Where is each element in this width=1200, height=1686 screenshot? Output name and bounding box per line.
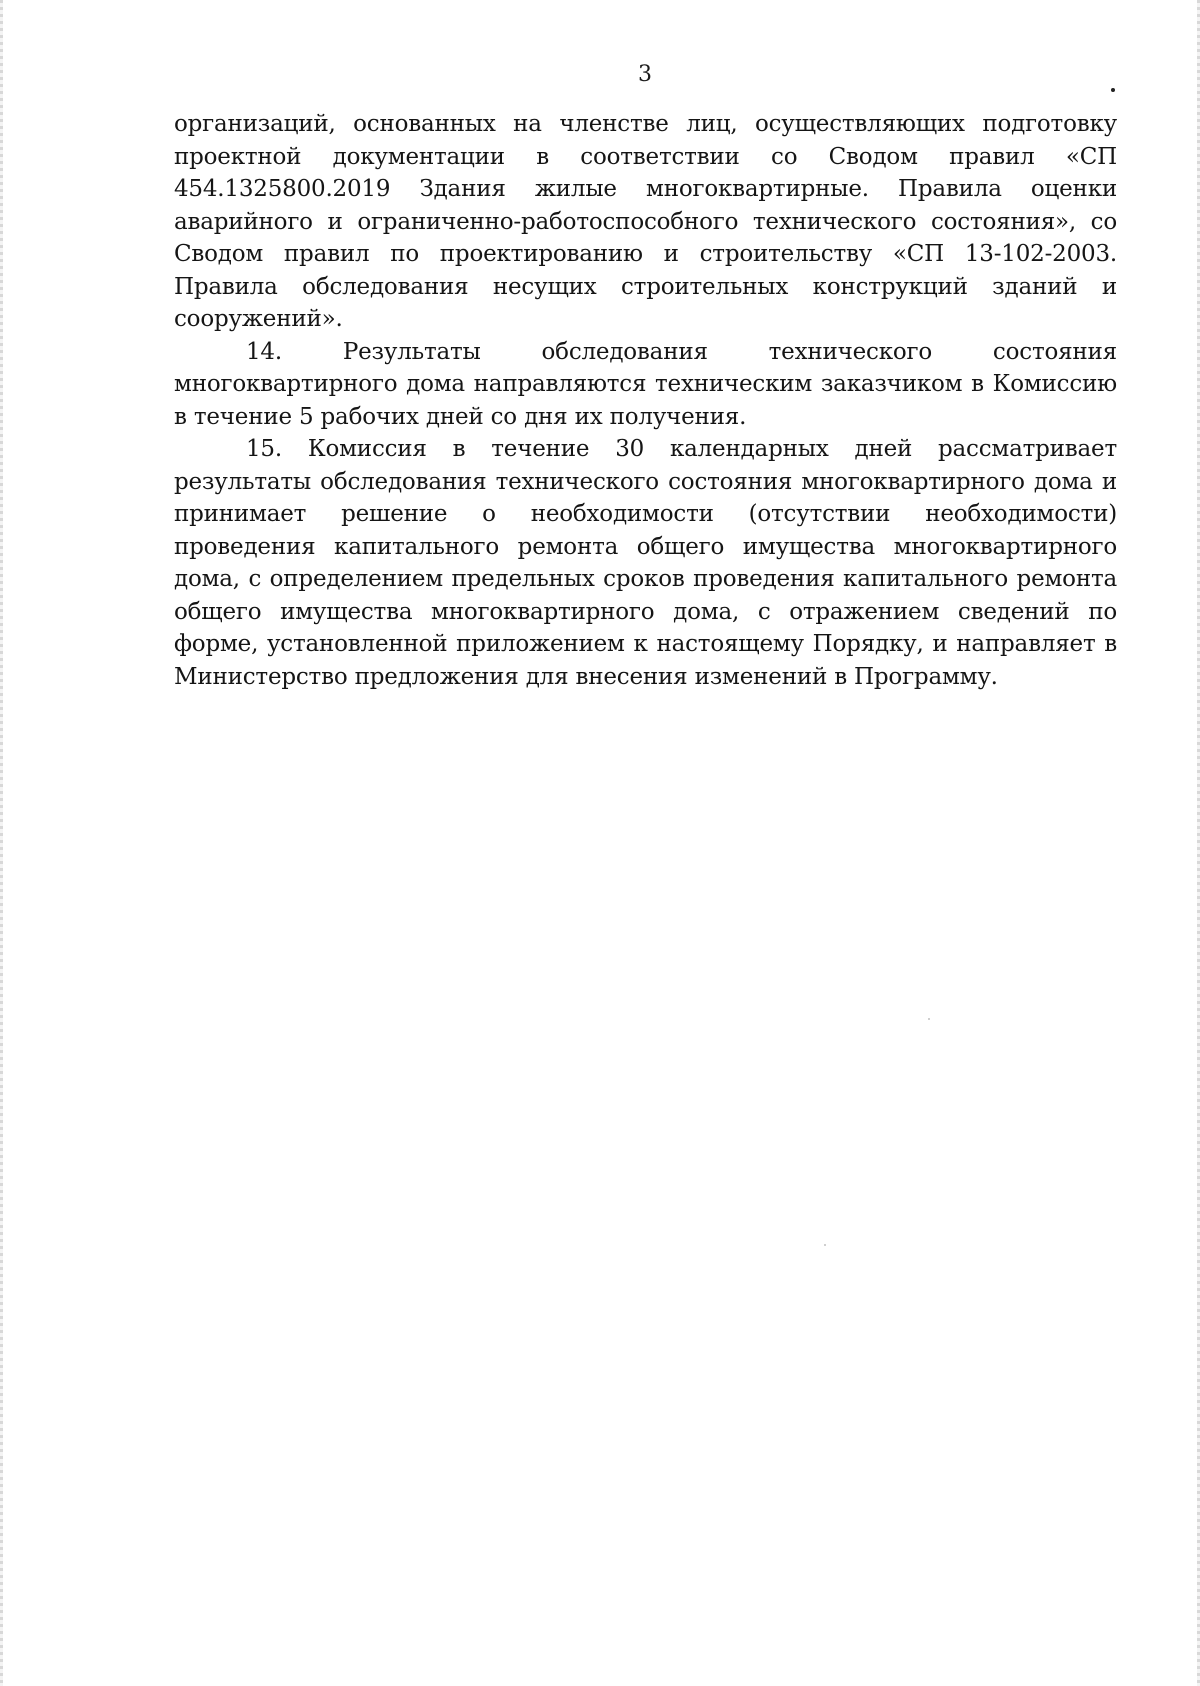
paragraph-14: 14. Результаты обследования технического состояния многоквартирного дома направляются техническим заказчиком в Комиссию в течение 5 рабочих дней со дня их получения. (174, 338, 1117, 430)
document-body (174, 108, 1117, 693)
paragraph-continuation: организаций, основанных на членстве лиц, осуществляющих подготовку проектной документации в соответствии со Сводом правил «СП 454.1325800.2019 Здания жилые многоквартирные. Правила оценки аварийного и ограниченно-работоспособного технического состояния», со Сводом правил по проектированию и строительству «СП 13-102-2003. Правила обследования несущих строительных конструкций зданий и сооружений». (174, 111, 1117, 332)
paragraph-15: 15. Комиссия в течение 30 календарных дней рассматривает результаты обследования технического состояния многоквартирного дома и принимает решение о необходимости (отсутствии необходимости) проведения капитального ремонта общего имущества многоквартирного дома, с определением предельных сроков проведения капитального ремонта общего имущества многоквартирного дома, с отражением сведений по форме, установленной приложением к настоящему Порядку, и направляет в Министерство предложения для внесения изменений в Программу. (174, 436, 1117, 690)
scan-speck (928, 1018, 930, 1020)
scan-edge-left (0, 0, 3, 1686)
scan-dot (1111, 88, 1115, 92)
page-number: 3 (638, 62, 652, 87)
scan-speck (824, 1244, 826, 1246)
